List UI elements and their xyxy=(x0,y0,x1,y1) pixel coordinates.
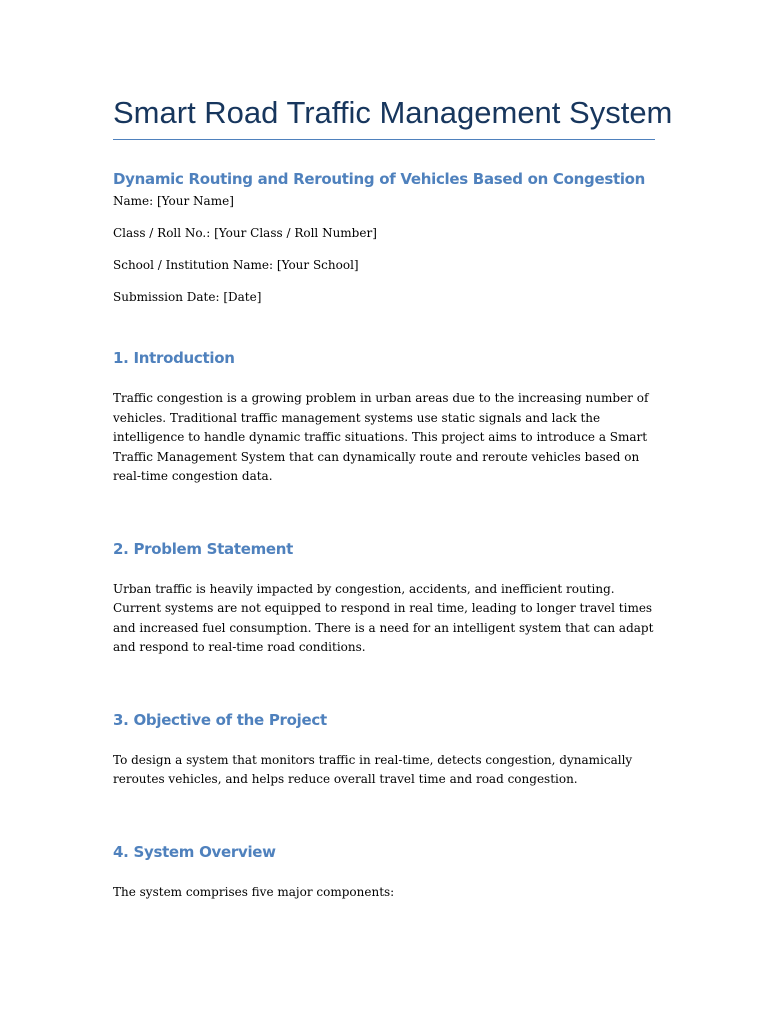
introduction-paragraph: Traffic congestion is a growing problem in urban areas due to the increasing number of vehicles. Traditional traffic management systems use static signals and lack the intelligence to handle dynamic traffic situations. This project aims to introduce a Smart Traffic Management System that can dynamically route and reroute vehicles based on real-time congestion data. xyxy=(113,391,649,483)
problem-statement-heading: 2. Problem Statement xyxy=(113,539,294,558)
school-line: School / Institution Name: [Your School] xyxy=(113,258,359,272)
system-overview-paragraph: The system comprises five major components: xyxy=(113,884,395,899)
document-title: Smart Road Traffic Management System xyxy=(113,92,655,140)
document-content xyxy=(113,92,673,902)
name-line: Name: [Your Name] xyxy=(113,194,234,208)
problem-statement-paragraph: Urban traffic is heavily impacted by congestion, accidents, and inefficient routing. Current systems are not equipped to respond in real time, leading to longer travel times and increased fuel consumption. There is a need for an intelligent system that can adapt and respond to real-time road conditions. xyxy=(113,581,654,654)
objective-heading: 3. Objective of the Project xyxy=(113,710,327,729)
objective-paragraph: To design a system that monitors traffic in real-time, detects congestion, dynamically reroutes vehicles, and helps reduce overall travel time and road congestion. xyxy=(113,752,633,786)
class-roll-line: Class / Roll No.: [Your Class / Roll Number] xyxy=(113,226,377,240)
submission-date-line: Submission Date: [Date] xyxy=(113,290,262,304)
introduction-heading: 1. Introduction xyxy=(113,349,235,367)
document-subtitle: Dynamic Routing and Rerouting of Vehicles Based on Congestion xyxy=(113,170,646,188)
system-overview-heading: 4. System Overview xyxy=(113,842,276,861)
